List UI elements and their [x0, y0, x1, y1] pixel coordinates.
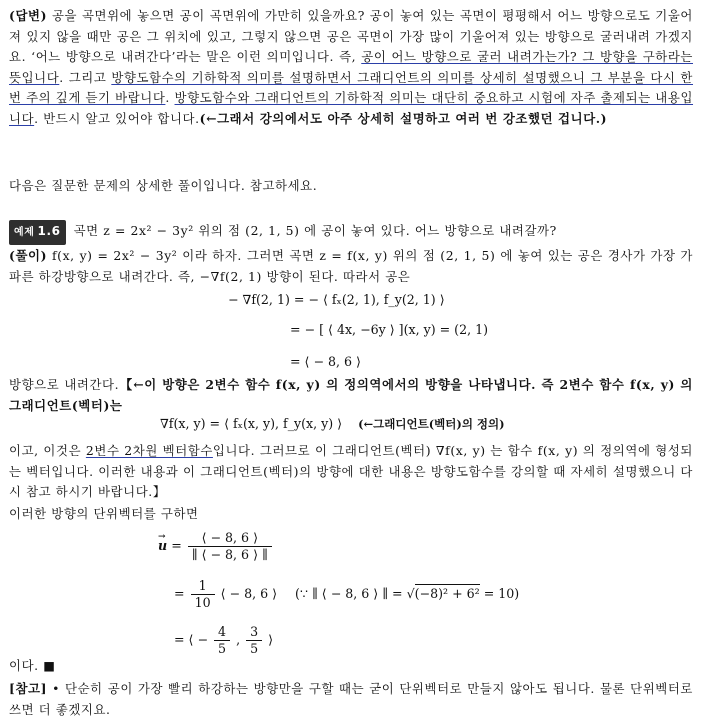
reference-tag: [참고]	[9, 681, 48, 696]
example-text: 곡면 z = 2x² − 3y² 위의 점 (2, 1, 5) 에 공이 놓여 있다. 어느 방향으로 내려갈까?	[73, 223, 557, 238]
equation-6: = $\frac{1}{10}$ ⟨ − 8, 6 ⟩ (∵ ∥ ⟨ − 8, 6 ⟩ ∥ = √(−8)² + 6² = 10)	[174, 578, 520, 610]
reference-text: • 단순히 공이 가장 빨리 하강하는 방향만을 구할 때는 굳이 단위벡터로 만들지 않아도 됩니다. 물론 단위벡터로 쓰면 더 좋겠지요.	[9, 681, 693, 717]
example-line	[9, 220, 693, 245]
answer-underline-2: 방향도함수의 기하학적 의미를 설명하면서 그래디언트의 의미를 상세히 설명했으니 그 부분을 다시 한 번 주의 깊게 듣기 바랍니다	[9, 69, 693, 105]
gradient-definition: ∇f(x, y) = ⟨ fₓ(x, y), f_y(x, y) ⟩	[160, 416, 343, 431]
solution-line-1: f(x, y) = 2x² − 3y² 이라 하자. 그러면 곡면 z = f(x, y) 위의 점 (2, 1, 5) 에 놓여 있는 공은 경사가 가장 가파른 하강방향으로 내려간다. 즉, −∇f(2, 1) 방향이 된다. 따라서 공은	[9, 248, 693, 284]
solution-line-3u: 2변수 2차원 벡터함수	[85, 443, 213, 458]
answer-text-4: . 반드시 알고 있어야 합니다.	[34, 110, 200, 126]
answer-underline-1: 공이 어느 방향으로 굴러 내려가는가? 그 방향을 구하라는 뜻입니다	[9, 49, 693, 85]
solution-end: 이다. ■	[9, 658, 56, 673]
answer-tag: (답변)	[9, 8, 48, 23]
reference-paragraph	[9, 679, 693, 720]
solution-line-2a: 방향으로 내려간다.	[9, 377, 120, 392]
equation-2: = − [ ⟨ 4x, −6y ⟩ ](x, y) = (2, 1)	[290, 322, 489, 337]
answer-paragraph	[9, 6, 693, 129]
equation-7: = ⟨ − $\frac{4}{5}$ , $\frac{3}{5}$ ⟩	[174, 624, 274, 656]
equation-4	[160, 414, 505, 434]
solution-intro	[9, 246, 693, 287]
solution-tag: (풀이)	[9, 248, 48, 263]
answer-text-1: 공을 곡면위에 놓으면 공이 곡면위에 가만히 있을까요? 공이 놓여 있는 곡면이 평평해서 어느 방향으로도 기울어져 있지 않을 때만 공은 그 위치에 있고, 그렇지 않으면 공은 곡면이 가장 많이 기울어져 있는 방향으로 굴러내려 가겠지요. ‘어느 방향으로 내려간다’라는 말은 이런 의미입니다. 즉,	[9, 8, 693, 64]
solution-line-3b: 입니다. 그러므로 이 그래디언트(벡터) ∇f(x, y) 는 함수 f(x, y) 의 정의역에 형성되는 벡터입니다. 이러한 내용과 이 그래디언트(벡터)의 방향에 대한 내용은 방향도함수를 강의할 때 자세히 설명했으니 다시 참고 하시기 바랍니다.】	[9, 443, 693, 499]
answer-text-3: .	[165, 90, 175, 105]
solution-line-4: 이러한 방향의 단위벡터를 구하면	[9, 506, 199, 521]
solution-line-3a: 이고, 이것은	[9, 443, 86, 458]
example-badge: 예제 1.6	[9, 220, 66, 245]
gradient-definition-note: (←그래디언트(벡터)의 정의)	[358, 417, 505, 431]
answer-note: (←그래서 강의에서도 아주 상세히 설명하고 여러 번 강조했던 겁니다.)	[199, 110, 608, 126]
unit-vector-fraction: $\frac{⟨ - 8, 6 ⟩}{\parallel ⟨ - 8, 6 ⟩ \parallel}$	[188, 530, 272, 563]
intro-line: 다음은 질문한 문제의 상세한 풀이입니다. 참고하세요.	[9, 178, 318, 193]
answer-underline-3: 방향도함수와 그래디언트의 기하학적 의미는 대단히 중요하고 시험에 자주 출제되는 내용입니다	[9, 90, 694, 126]
equation-5: → u = $\frac{⟨ - 8, 6 ⟩}{\parallel ⟨ - 8, 6 ⟩ \parallel}$	[158, 530, 274, 563]
solution-paragraph-2	[9, 375, 693, 416]
unit-vector-symbol: → u	[158, 538, 167, 553]
solution-paragraph-3	[9, 441, 693, 503]
one-tenth-fraction: $\frac{1}{10}$	[191, 578, 215, 611]
answer-text-2: . 그리고	[59, 69, 112, 85]
solution-line-2b: 【←이 방향은 2변수 함수 f(x, y) 의 정의역에서의 방향을 나타냅니다. 즉 2변수 함수 f(x, y) 의 그래디언트(벡터)는	[9, 377, 693, 413]
equation-1: − ∇f(2, 1) = − ⟨ fₓ(2, 1), f_y(2, 1) ⟩	[228, 292, 445, 307]
equation-3: = ⟨ − 8, 6 ⟩	[290, 354, 361, 369]
